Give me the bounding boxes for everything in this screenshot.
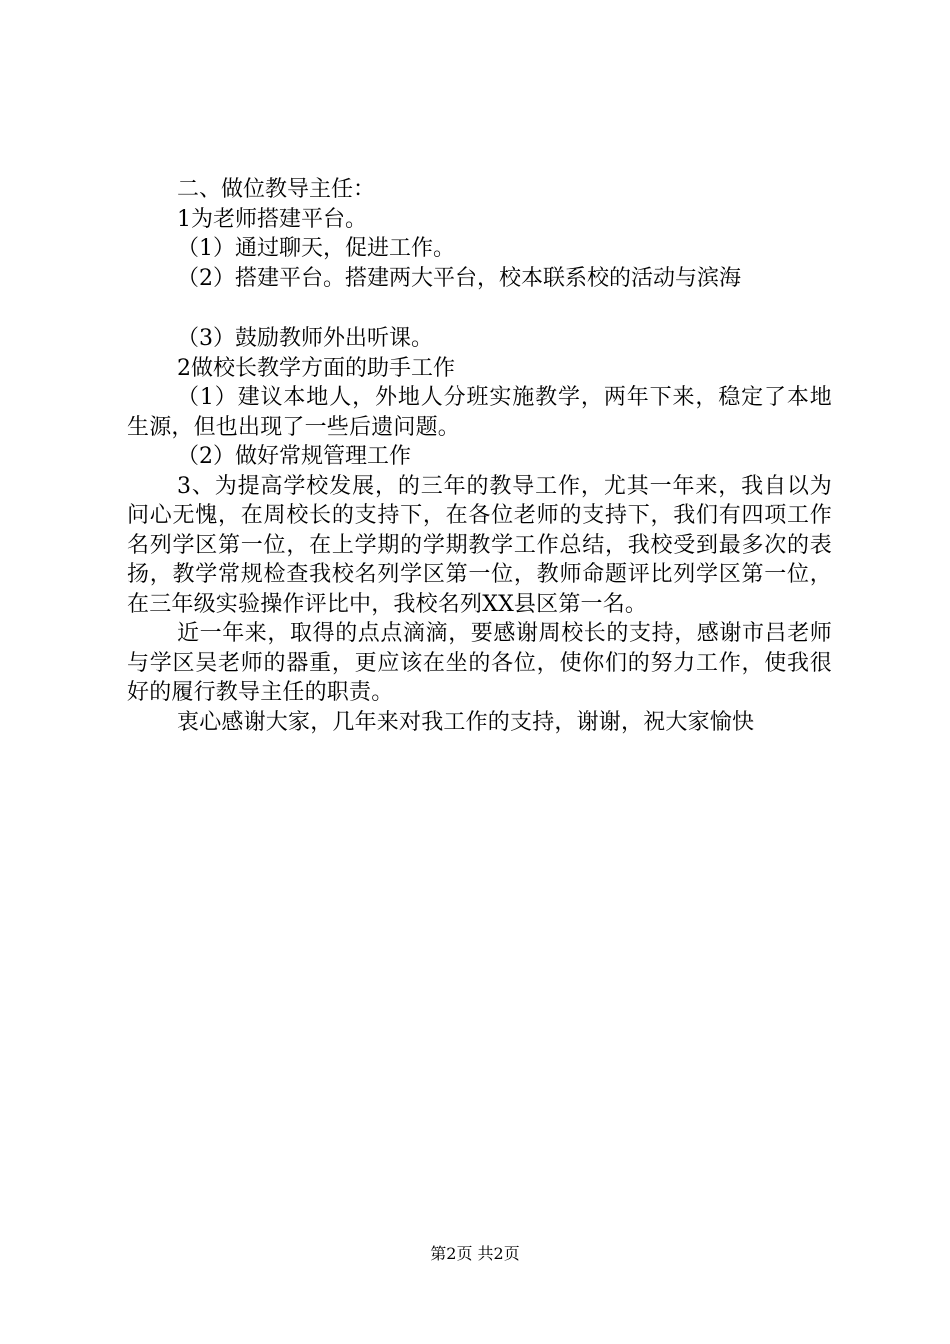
page-footer: 第2页 共2页 bbox=[430, 1244, 520, 1263]
paragraph-thanks: 近一年来，取得的点点滴滴，要感谢周校长的支持，感谢市吕老师与学区吴老师的器重，更应该在坐的各位，使你们的努力工作，使我很好的履行教导主任的职责。 bbox=[127, 621, 832, 705]
sub-item-2-1: （1）建议本地人，外地人分班实施教学，两年下来，稳定了本地生源，但也出现了一些后遗问题。 bbox=[127, 385, 832, 440]
sub-item-1-3: （3）鼓励教师外出听课。 bbox=[177, 326, 433, 351]
item-heading-1: 1为老师搭建平台。 bbox=[177, 206, 367, 232]
paragraph-closing: 衷心感谢大家，几年来对我工作的支持，谢谢，祝大家愉快 bbox=[177, 709, 755, 735]
document-body bbox=[127, 175, 832, 737]
section-heading: 二、做位教导主任： bbox=[177, 177, 376, 202]
sub-item-1-1: （1）通过聊天，促进工作。 bbox=[177, 236, 455, 261]
item-heading-2: 2做校长教学方面的助手工作 bbox=[177, 355, 455, 381]
paragraph-achievements: 3、为提高学校发展，的三年的教导工作，尤其一年来，我自以为问心无愧，在周校长的支持下，在各位老师的支持下，我们有四项工作名列学区第一位，在上学期的学期教学工作总结，我校受到最多次的表扬，教学常规检查我校名列学区第一位，教师命题评比列学区第一位，在三年级实验操作评比中，我校名列XX县区第一名。 bbox=[127, 473, 832, 617]
sub-item-2-2: （2）做好常规管理工作 bbox=[177, 444, 411, 469]
sub-item-1-2: （2）搭建平台。搭建两大平台，校本联系校的活动与滨海 bbox=[177, 265, 741, 291]
